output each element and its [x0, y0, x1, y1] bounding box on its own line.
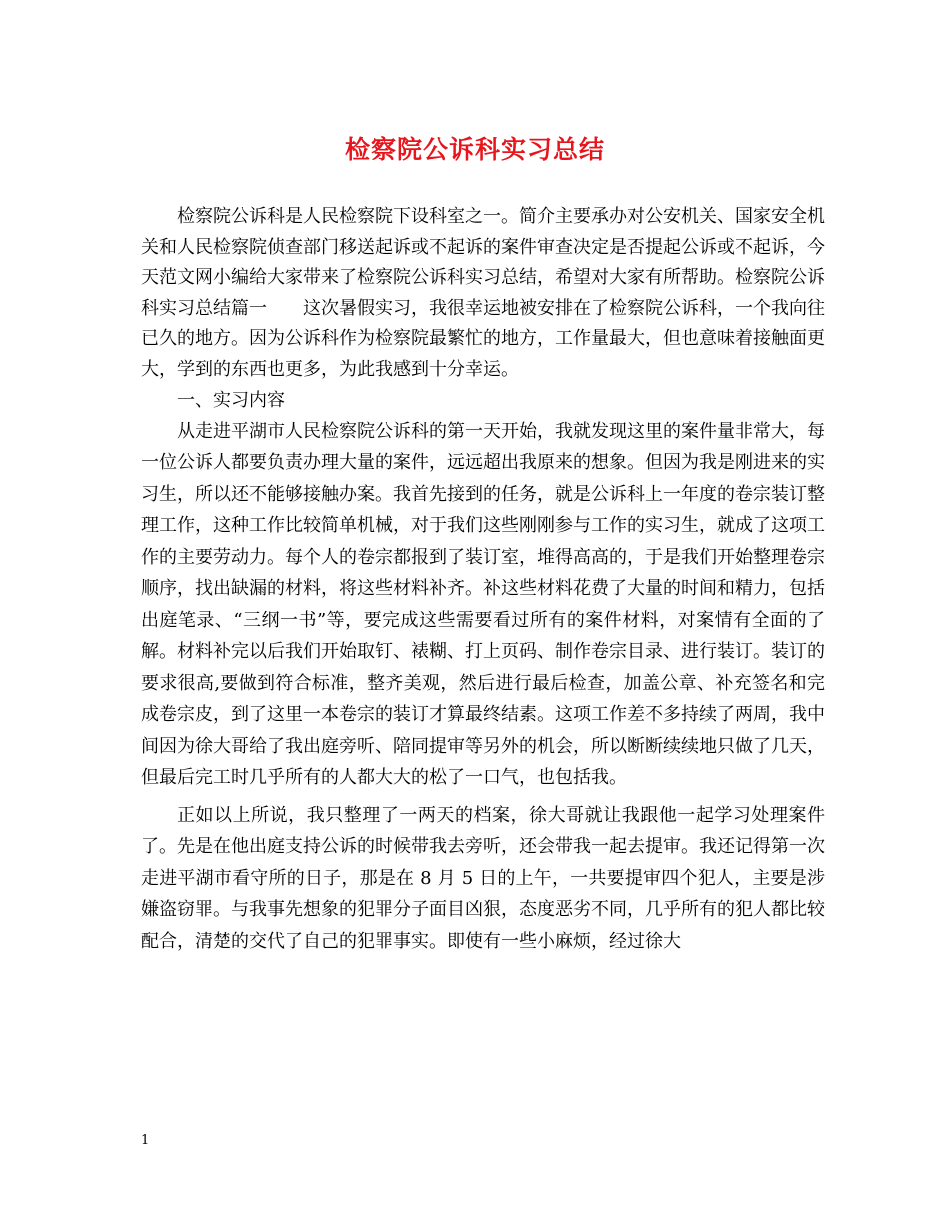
body-paragraph: 正如以上所说，我只整理了一两天的档案，徐大哥就让我跟他一起学习处理案件了。先是在他出庭支持公诉的时候带我去旁听，还会带我一起去提审。我还记得第一次走进平湖市看守所的日子，那是在 8 月 5 日的上午，一共要提审四个犯人，主要是涉嫌盗窃罪。与我事先想象的犯罪分子面目凶狠，态度恶劣不同，几乎所有的犯人都比较配合，清楚的交代了自己的犯罪事实。即使有一些小麻烦，经过徐大	[141, 804, 825, 952]
intro-paragraph: 检察院公诉科是人民检察院下设科室之一。简介主要承办对公安机关、国家安全机关和人民检察院侦查部门移送起诉或不起诉的案件审查决定是否提起公诉或不起诉，今天范文网小编给大家带来了检察院公诉科实习总结，希望对大家有所帮助。检察院公诉科实习总结篇一 这次暑假实习，我很幸运地被安排在了检察院公诉科，一个我向往已久的地方。因为公诉科作为检察院最繁忙的地方，工作量最大，但也意味着接触面更大，学到的东西也更多，为此我感到十分幸运。	[141, 206, 825, 380]
document-body	[141, 202, 825, 957]
document-title: 检察院公诉科实习总结	[344, 135, 605, 164]
body-paragraph: 从走进平湖市人民检察院公诉科的第一天开始，我就发现这里的案件量非常大，每一位公诉人都要负责办理大量的案件，远远超出我原来的想象。但因为我是刚进来的实习生，所以还不能够接触办案。我首先接到的任务，就是公诉科上一年度的卷宗装订整理工作，这种工作比较简单机械，对于我们这些刚刚参与工作的实习生，就成了这项工作的主要劳动力。每个人的卷宗都报到了装订室，堆得高高的，于是我们开始整理卷宗顺序，找出缺漏的材料，将这些材料补齐。补这些材料花费了大量的时间和精力，包括出庭笔录、“三纲一书”等，要完成这些需要看过所有的案件材料，对案情有全面的了解。材料补完以后我们开始取钉、裱糊、打上页码、制作卷宗目录、进行装订。装订的要求很高,要做到符合标准，整齐美观，然后进行最后检查，加盖公章、补充签名和完成卷宗皮，到了这里一本卷宗的装订才算最终结素。这项工作差不多持续了两周，我中间因为徐大哥给了我出庭旁听、陪同提审等另外的机会，所以断断续续地只做了几天，但最后完工时几乎所有的人都大大的松了一口气，也包括我。	[141, 420, 825, 789]
section-heading: 一、实习内容	[177, 389, 285, 411]
page-number: 1	[141, 1133, 150, 1148]
